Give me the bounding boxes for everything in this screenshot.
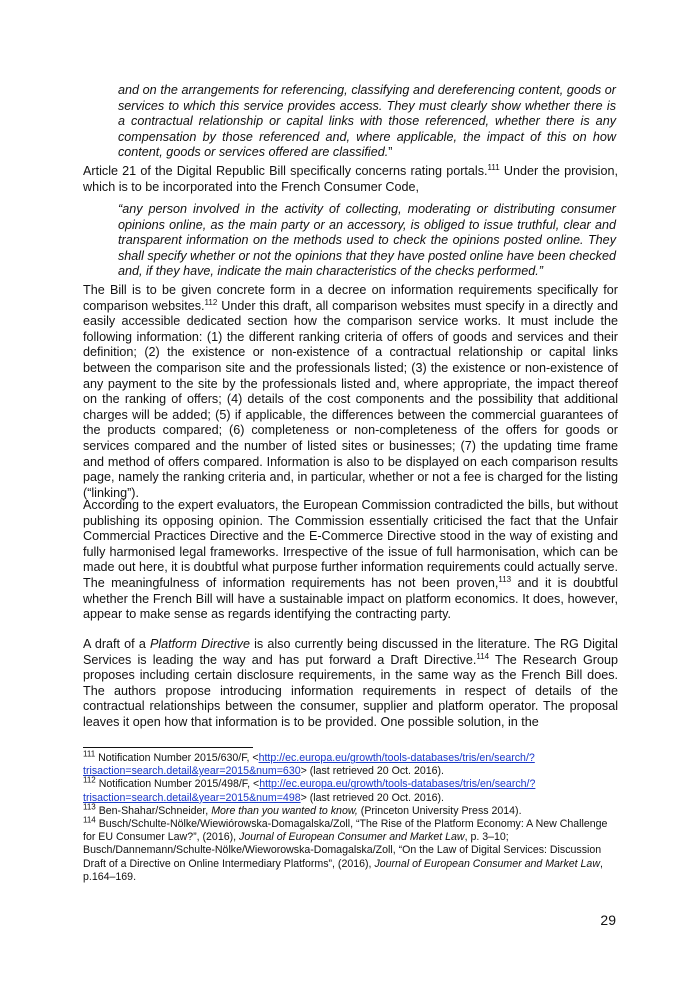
footnote-number: 113 (83, 802, 96, 812)
paragraph-text: A draft of a (83, 637, 150, 651)
journal-title: Journal of European Consumer and Market Law (374, 857, 600, 870)
footnote-text: , p. 3–10; Busch/Dannemann/Schulte-Nölke/Wieworowska-Domagalska/Zoll, “On the Law of Digital Services: Discussion Draft of a Directive on Online Intermediary Platforms”, (2016), (83, 831, 602, 870)
footnote-text: (Princeton University Press 2014). (357, 804, 522, 817)
footnote-text: > (last retrieved 20 Oct. 2016). (300, 765, 444, 778)
footnote-ref-113[interactable]: 113 (498, 574, 512, 584)
footnote-separator (83, 747, 253, 748)
paragraph-article-21 (83, 164, 618, 195)
quote-1-close: ” (388, 145, 393, 160)
footnote-number: 111 (83, 749, 96, 759)
paragraph-platform-directive (83, 637, 618, 731)
footnote-113 (83, 802, 618, 818)
page-number: 29 (600, 912, 616, 928)
quote-block-2 (118, 202, 616, 280)
platform-directive-term: Platform Directive (149, 637, 250, 651)
footnote-link-498[interactable]: http://ec.europa.eu/growth/tools-databases/tris/en/search/?trisaction=search.detail&year=2015&num=498 (83, 778, 536, 804)
footnote-text: Ben-Shahar/Schneider, (95, 804, 212, 817)
footnote-text: , p.164–169. (83, 857, 603, 883)
paragraph-text: and it is doubtful whether the French Bill will have a sustainable impact on platform economics. It does, however, appear to make sense as regards identifying the contracting party. (83, 575, 618, 622)
book-title: More than you wanted to know, (211, 804, 358, 817)
quote-block-1 (118, 83, 616, 161)
paragraph-text: According to the expert evaluators, the European Commission contradicted the bills, but without publishing its opposing opinion. The Commission essentially criticised the fact that the Unfair Commercial Practices Directive and the E-Commerce Directive stood in the way of existing and fully harmonised legal frameworks. Irrespective of the issue of full harmonisation, which can be made out here, it is doubtful what purpose further information requirements could actually serve. The meaningfulness of information requirements has not been proven, (83, 498, 618, 590)
footnote-ref-114[interactable]: 114 (476, 651, 490, 661)
footnote-number: 114 (83, 815, 96, 825)
footnote-ref-112[interactable]: 112 (204, 297, 218, 307)
paragraph-text: Under the provision, which is to be incorporated into the French Consumer Code, (83, 164, 618, 194)
quote-2-text: “any person involved in the activity of collecting, moderating or distributing consumer opinions online, as the main party or an accessory, is obliged to issue truthful, clear and transparent information on the methods used to check the opinions posted online. They shall specify whether or not the opinions that they have posted online have been checked and, if they have, indicate the main characteristics of the checks performed.” (118, 202, 616, 279)
footnote-text: > (last retrieved 20 Oct. 2016). (300, 791, 444, 804)
footnote-114 (83, 815, 618, 884)
footnote-ref-111[interactable]: 111 (487, 162, 500, 172)
quote-1-text: and on the arrangements for referencing, classifying and dereferencing content, goods or services to which this service provides access. They must clearly show whether there is a contractual relationship or capital links with those referenced, whether there is any compensation by those referenced and, where applicable, the impact of this on how content, goods or services offered are classified. (118, 83, 616, 160)
footnote-number: 112 (83, 775, 96, 785)
footnote-text: Notification Number 2015/630/F, < (95, 752, 259, 764)
paragraph-text: is also currently being discussed in the literature. The RG Digital Services is leading the way and has put forward a Draft Directive. (83, 637, 618, 667)
paragraph-text: The Bill is to be given concrete form in a decree on information requirements specifically for comparison websites. (83, 283, 618, 313)
paragraph-text: Under this draft, all comparison websites must specify in a directly and easily accessible dedicated section how the comparison service works. It must include the following information: (1) the different ranking criteria of offers of goods and services and their definition; (2) the existence or non-existence of a contractual relationship or capital links between the comparison site and the professionals listed; (3) the existence or non-existence of any payment to the site by the professionals listed and, where appropriate, the impact thereof on the ranking of offers; (4) details of the cost components and the possibility that additional charges will be added; (5) if applicable, the differences between the commercial guarantees of the products compared; (6) completeness or non-completeness of the offers for goods or services compared and the number of listed sites or businesses; (7) the updating time frame and method of offers compared. Information is also to be displayed on each comparison results page, namely the ranking criteria and, in particular, whether or not a fee is charged for the listing (“linking”). (83, 298, 618, 500)
footnotes (83, 749, 618, 884)
journal-title: Journal of European Consumer and Market Law (239, 831, 465, 844)
paragraph-text: The Research Group proposes including certain disclosure requirements, in the same way as the French Bill does. The authors propose introducing information requirements in respect of details of the contractual relationships between the consumer, supplier and platform operator. The proposal leaves it open how that information is to be provided. One possible solution, in the (83, 652, 618, 729)
footnote-text: Notification Number 2015/498/F, < (95, 778, 260, 791)
paragraph-decree (83, 283, 618, 501)
footnote-111 (83, 749, 618, 778)
footnote-link-630[interactable]: http://ec.europa.eu/growth/tools-databases/tris/en/search/?trisaction=search.detail&year=2015&num=630 (83, 752, 535, 778)
paragraph-text: Article 21 of the Digital Republic Bill specifically concerns rating portals. (83, 164, 488, 178)
footnote-text: Busch/Schulte-Nölke/Wiewiórowska-Domagalska/Zoll, “The Rise of the Platform Economy: A New Challenge for EU Consumer Law?”, (2016), (83, 818, 608, 844)
paragraph-expert-evaluators (83, 498, 618, 623)
footnote-112 (83, 775, 618, 804)
